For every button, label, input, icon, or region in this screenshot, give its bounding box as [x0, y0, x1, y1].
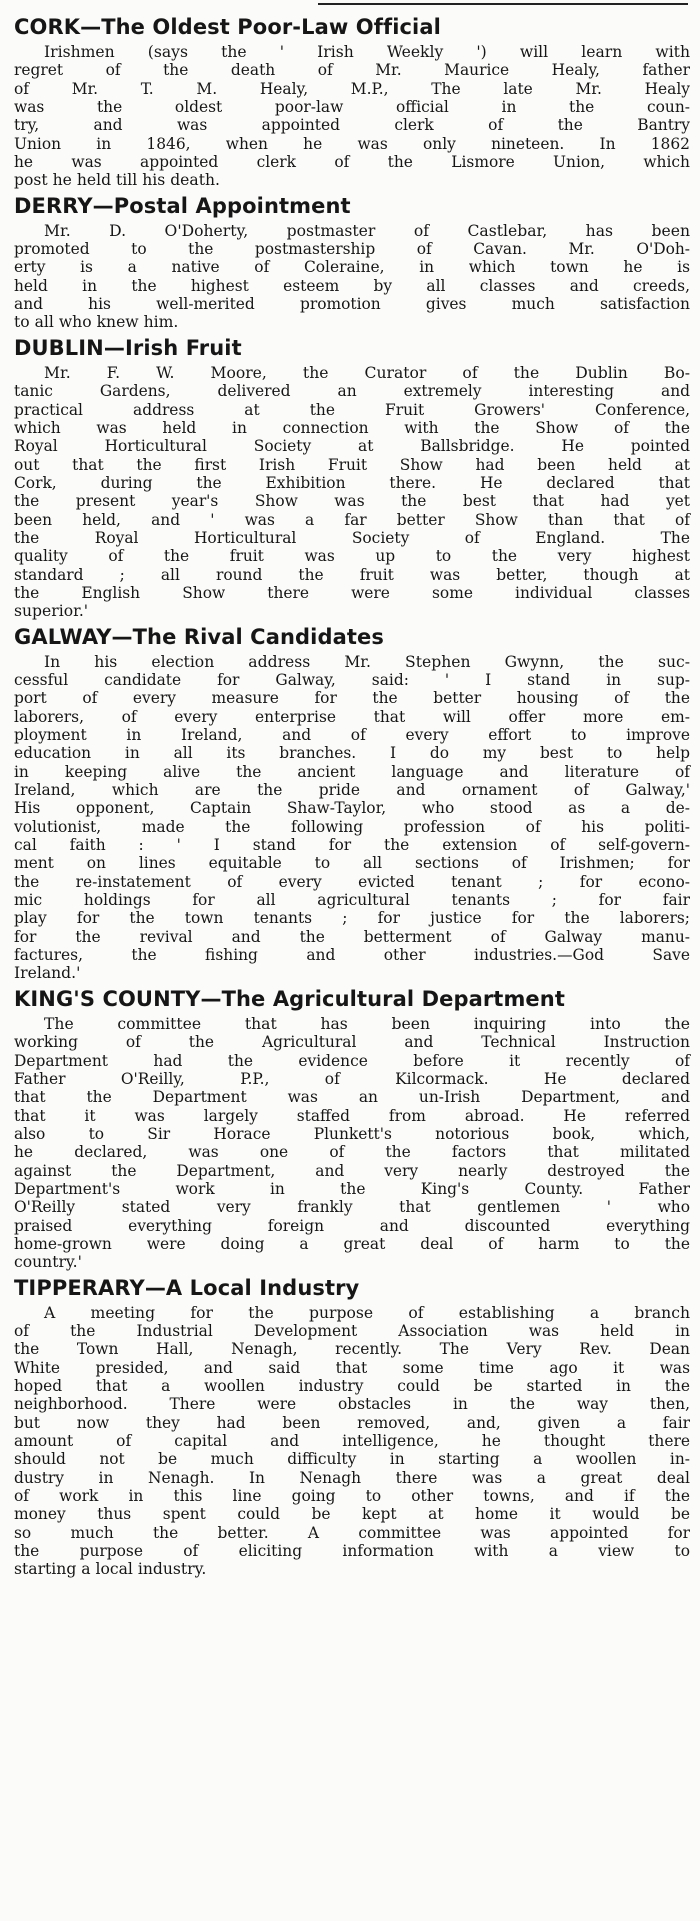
- text-line: Ireland.': [14, 964, 81, 983]
- article-body: [14, 43, 690, 190]
- text-line: Cork, during the Exhibition there. He declared that: [14, 473, 690, 492]
- article-body: [14, 1304, 690, 1579]
- text-line: O'Reilly stated very frankly that gentlemen ' who: [14, 1198, 690, 1217]
- article-headline: TIPPERARY—A Local Industry: [14, 1275, 360, 1300]
- text-line: laborers, of every enterprise that will offer more em-: [14, 707, 690, 726]
- text-line: White presided, and said that some time ago it was: [14, 1358, 690, 1377]
- article-body: [14, 653, 690, 983]
- text-line: that it was largely staffed from abroad. He referred: [14, 1106, 690, 1125]
- text-line: starting a local industry.: [14, 1560, 207, 1579]
- text-line: promoted to the postmastership of Cavan. Mr. O'Doh-: [14, 240, 690, 259]
- article-cork: [14, 14, 690, 190]
- text-line: Department had the evidence before it recently of: [14, 1051, 690, 1070]
- text-line: amount of capital and intelligence, he thought there: [14, 1432, 690, 1451]
- text-line: quality of the fruit was up to the very highest: [14, 547, 690, 566]
- text-line: erty is a native of Coleraine, in which town he is: [14, 258, 690, 277]
- article-headline: DERRY—Postal Appointment: [14, 193, 351, 218]
- text-line: port of every measure for the better housing of the: [14, 689, 690, 708]
- article-column: [14, 14, 690, 1579]
- text-line: neighborhood. There were obstacles in the way then,: [14, 1395, 690, 1414]
- text-line: dustry in Nenagh. In Nenagh there was a great deal: [14, 1468, 690, 1487]
- text-line: praised everything foreign and discounted everything: [14, 1216, 690, 1235]
- text-line: The committee that has been inquiring into the: [44, 1014, 690, 1033]
- article-body: [14, 364, 690, 621]
- text-line: the Town Hall, Nenagh, recently. The Very Rev. Dean: [14, 1340, 690, 1359]
- article-headline: CORK—The Oldest Poor-Law Official: [14, 15, 441, 39]
- text-line: money thus spent could be kept at home it would be: [14, 1505, 690, 1524]
- text-line: he declared, was one of the factors that militated: [14, 1143, 690, 1162]
- text-line: regret of the death of Mr. Maurice Healy, father: [14, 61, 690, 80]
- text-line: country.': [14, 1253, 82, 1272]
- text-line: Union in 1846, when he was only nineteen. In 1862: [14, 134, 690, 153]
- text-line: superior.': [14, 602, 89, 621]
- text-line: factures, the fishing and other industries.—God Save: [14, 946, 690, 965]
- text-line: of Mr. T. M. Healy, M.P., The late Mr. Healy: [14, 79, 690, 98]
- text-line: practical address at the Fruit Growers' Conference,: [14, 400, 690, 419]
- text-line: cal faith : ' I stand for the extension of self-govern-: [14, 836, 690, 855]
- text-line: standard ; all round the fruit was better, though at: [14, 565, 690, 584]
- text-line: out that the first Irish Fruit Show had been held at: [14, 455, 690, 474]
- text-line: the purpose of eliciting information with a view to: [14, 1542, 690, 1561]
- text-line: Department's work in the King's County. Father: [14, 1179, 690, 1198]
- text-line: the Royal Horticultural Society of England. The: [14, 528, 690, 547]
- text-line: of the Industrial Development Association was held in: [14, 1321, 690, 1340]
- text-line: A meeting for the purpose of establishing a branch: [44, 1303, 690, 1322]
- text-line: should not be much difficulty in starting a woollen in-: [14, 1450, 690, 1469]
- text-line: he was appointed clerk of the Lismore Union, which: [14, 153, 690, 172]
- text-line: and his well-merited promotion gives much satisfaction: [14, 295, 690, 314]
- text-line: Ireland, which are the pride and ornament of Galway,': [14, 781, 690, 800]
- text-line: so much the better. A committee was appointed for: [14, 1523, 690, 1542]
- text-line: volutionist, made the following profession of his politi-: [14, 817, 690, 836]
- text-line: for the revival and the betterment of Galway manu-: [14, 927, 690, 946]
- text-line: against the Department, and very nearly destroyed the: [14, 1161, 690, 1180]
- text-line: His opponent, Captain Shaw-Taylor, who stood as a de-: [14, 799, 690, 818]
- text-line: which was held in connection with the Show of the: [14, 418, 690, 437]
- text-line: tanic Gardens, delivered an extremely interesting and: [14, 382, 690, 401]
- text-line: Irishmen (says the ' Irish Weekly ') will learn with: [44, 43, 690, 61]
- article-body: [14, 1015, 690, 1272]
- text-line: Father O'Reilly, P.P., of Kilcormack. He declared: [14, 1069, 690, 1088]
- article-headline: GALWAY—The Rival Candidates: [14, 624, 384, 649]
- text-line: play for the town tenants ; for justice for the laborers;: [14, 909, 690, 928]
- text-line: ployment in Ireland, and of every effort to improve: [14, 726, 690, 744]
- text-line: hoped that a woollen industry could be started in the: [14, 1377, 690, 1395]
- text-line: been held, and ' was a far better Show than that of: [14, 510, 690, 529]
- text-line: the present year's Show was the best that had yet: [14, 492, 690, 511]
- article-headline: DUBLIN—Irish Fruit: [14, 335, 242, 360]
- text-line: post he held till his death.: [14, 171, 220, 190]
- text-line: the re-instatement of every evicted tenant ; for econo-: [14, 872, 690, 891]
- top-rule: [318, 3, 688, 5]
- article-galway: [14, 624, 690, 983]
- text-line: to all who knew him.: [14, 313, 179, 332]
- article-tipperary: [14, 1275, 690, 1579]
- text-line: try, and was appointed clerk of the Bantry: [14, 116, 690, 135]
- article-derry: [14, 193, 690, 332]
- article-body: [14, 222, 690, 332]
- text-line: In his election address Mr. Stephen Gwynn, the suc-: [44, 652, 690, 671]
- text-line: Mr. D. O'Doherty, postmaster of Castlebar, has been: [44, 221, 690, 240]
- text-line: Mr. F. W. Moore, the Curator of the Dublin Bo-: [44, 363, 690, 382]
- text-line: education in all its branches. I do my best to help: [14, 744, 690, 763]
- text-line: home-grown were doing a great deal of harm to the: [14, 1234, 690, 1253]
- article-headline: KING'S COUNTY—The Agricultural Department: [14, 986, 565, 1011]
- article-dublin: [14, 335, 690, 621]
- text-line: of work in this line going to other towns, and if the: [14, 1487, 690, 1506]
- text-line: mic holdings for all agricultural tenants ; for fair: [14, 891, 690, 910]
- text-line: cessful candidate for Galway, said: ' I stand in sup-: [14, 670, 690, 689]
- text-line: the English Show there were some individual classes: [14, 583, 690, 602]
- text-line: that the Department was an un-Irish Department, and: [14, 1088, 690, 1107]
- text-line: ment on lines equitable to all sections of Irishmen; for: [14, 854, 690, 873]
- text-line: Royal Horticultural Society at Ballsbridge. He pointed: [14, 437, 690, 456]
- text-line: was the oldest poor-law official in the coun-: [14, 98, 690, 117]
- text-line: also to Sir Horace Plunkett's notorious book, which,: [14, 1124, 690, 1143]
- article-kings-county: [14, 986, 690, 1272]
- text-line: in keeping alive the ancient language and literature of: [14, 762, 690, 781]
- text-line: working of the Agricultural and Technical Instruction: [14, 1033, 690, 1052]
- text-line: held in the highest esteem by all classes and creeds,: [14, 276, 690, 295]
- text-line: but now they had been removed, and, given a fair: [14, 1413, 690, 1432]
